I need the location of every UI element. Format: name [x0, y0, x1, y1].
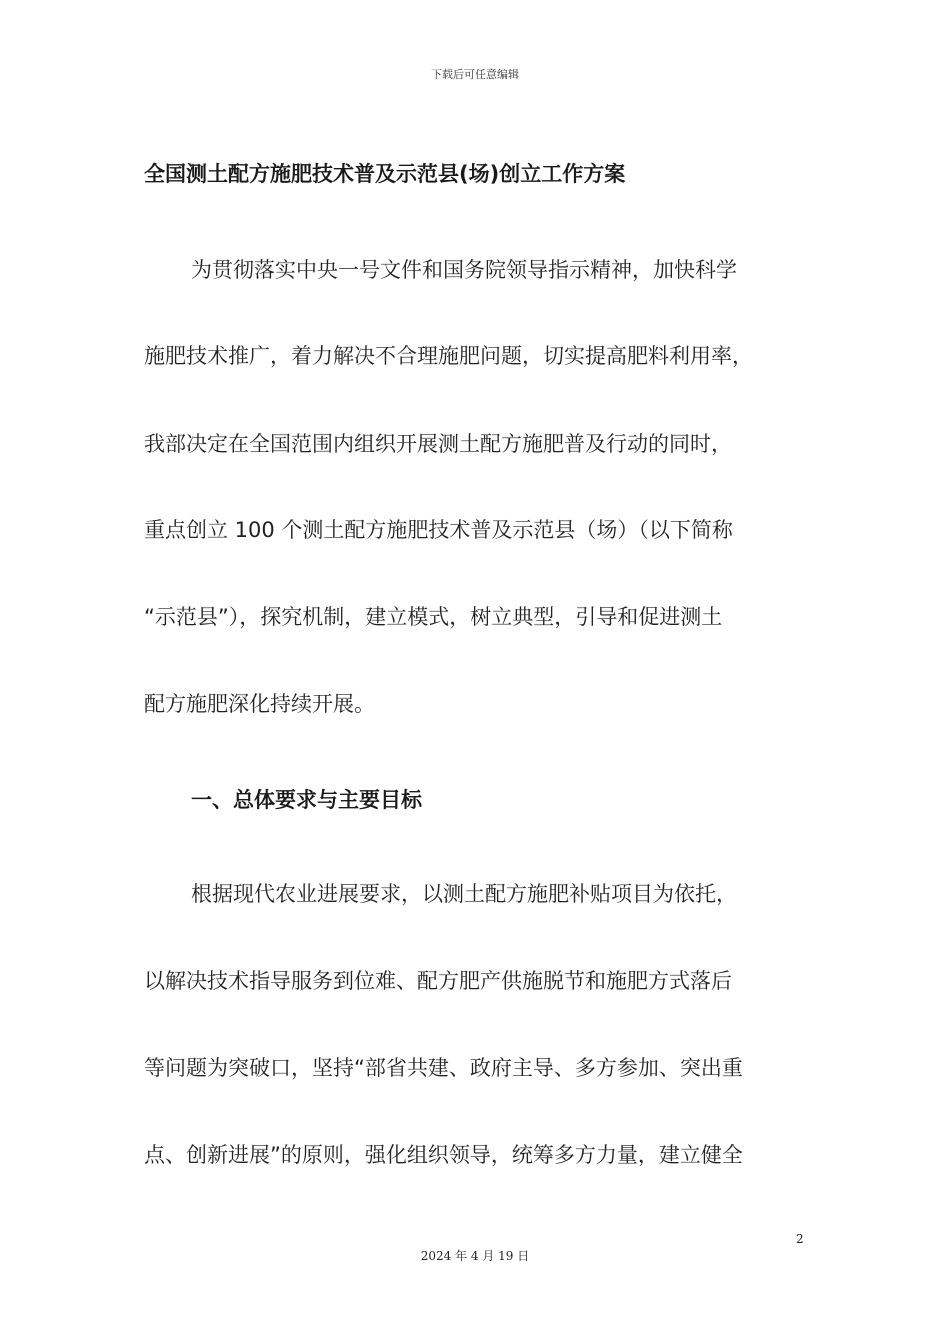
document-title: 全国测土配方施肥技术普及示范县(场)创立工作方案: [144, 162, 626, 186]
paragraph-1-line: 重点创立 100 个测土配方施肥技术普及示范县（场）（以下简称: [144, 518, 733, 542]
paragraph-1-line: “示范县”），探究机制，建立模式，树立典型，引导和促进测土: [144, 605, 723, 629]
paragraph-1-line: 为贯彻落实中央一号文件和国务院领导指示精神，加快科学: [191, 258, 737, 282]
paragraph-2-line: 点、创新进展”的原则，强化组织领导，统筹多方力量，建立健全: [144, 1143, 743, 1167]
paragraph-1-line: 我部决定在全国范围内组织开展测土配方施肥普及行动的同时，: [144, 432, 732, 456]
page-number: 2: [796, 1232, 804, 1246]
paragraph-1-line: 施肥技术推广，着力解决不合理施肥问题，切实提高肥料利用率，: [144, 344, 753, 368]
paragraph-2-line: 以解决技术指导服务到位难、配方肥产供施脱节和施肥方式落后: [144, 969, 732, 993]
footer-date: 2024 年 4 月 19 日: [420, 1249, 530, 1263]
paragraph-2-line: 根据现代农业进展要求，以测土配方施肥补贴项目为依托，: [191, 882, 737, 906]
section-heading: 一、总体要求与主要目标: [191, 788, 422, 812]
header-note: 下载后可任意编辑: [431, 68, 519, 81]
paragraph-1-line: 配方施肥深化持续开展。: [144, 692, 375, 716]
paragraph-2-line: 等问题为突破口，坚持“部省共建、政府主导、多方参加、突出重: [144, 1056, 743, 1080]
